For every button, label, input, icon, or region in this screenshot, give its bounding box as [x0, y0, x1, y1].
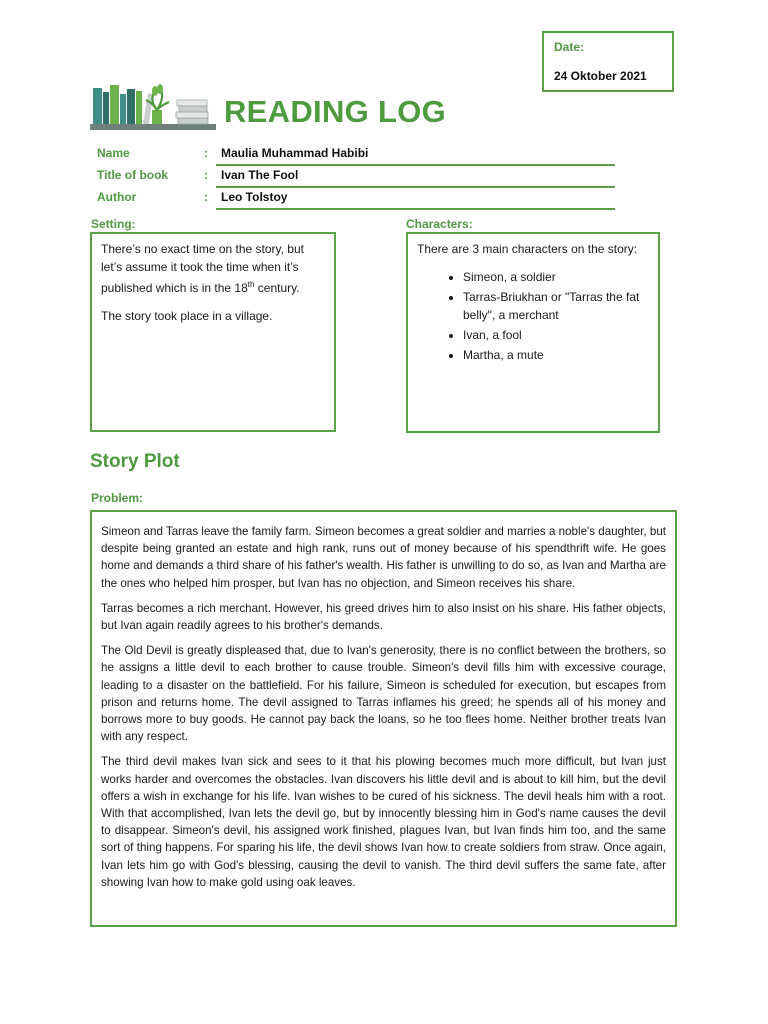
- list-item: • Martha, a mute: [463, 346, 649, 364]
- author-underline: [216, 208, 615, 210]
- date-label: Date:: [554, 40, 585, 54]
- characters-label: Characters:: [406, 217, 473, 231]
- problem-paragraph: The Old Devil is greatly displeased that, due to Ivan's generosity, there is no conflict between the brothers, so he assigns a little devil to each brother to cause trouble. Simeon's devil fills him with excessive courage, leading to a disaster on the battlefield. For his failure, Simeon is scheduled for execution, but escapes from prison and returns home. The devil assigned to Tarras inflames his greed; he spends all of his money and borrows more to buy goods. He cannot pay back the loans, so he too flees home. Neither brother treats Ivan with any respect.: [101, 644, 666, 744]
- list-item: • Simeon, a soldier: [463, 268, 649, 286]
- characters-list: [417, 268, 649, 364]
- name-value: Maulia Muhammad Habibi: [221, 146, 369, 160]
- problem-box: [90, 510, 677, 927]
- problem-paragraph: Simeon and Tarras leave the family farm. Simeon becomes a great soldier and marries a noble's daughter, but despite being granted an estate and high rank, runs out of money because of his spendthrift wife. He goes home and demands a third share of his father's wealth. His father is unwilling to do so, as Ivan and Martha are the ones who helped him prosper, but Ivan has no objection, and Simeon receives his share.: [101, 525, 666, 590]
- problem-paragraph: Tarras becomes a rich merchant. However, his greed drives him to also insist on his share. His father objects, but Ivan again readily agrees to his brother's demands.: [101, 601, 666, 633]
- characters-box: [406, 232, 660, 433]
- setting-box: [90, 232, 336, 432]
- name-underline: [216, 164, 615, 166]
- author-value: Leo Tolstoy: [221, 190, 288, 204]
- problem-paragraph: The third devil makes Ivan sick and sees to it that his plowing becomes much more difficult, but Ivan just works harder and overcomes the obstacles. Ivan discovers his little devil and is about to kill him, but the devil offers a wish in exchange for his life. Ivan wishes to be cured of his sickness. The devil heals him with a root. With that accomplished, Ivan lets the devil go, but by innocently blessing him in God's name causes the devil to disappear. Simeon's devil, his assigned work finished, plagues Ivan, but Ivan finds him too, and the same sort of thing happens. For sparing his life, the devil shows Ivan how to create soldiers from straw. Once again, Ivan lets him go with God's blessing, causing the devil to vanish. The third devil suffers the same fate, after showing Ivan how to make gold using oak leaves.: [101, 755, 666, 889]
- date-box: [542, 31, 674, 92]
- problem-label: Problem:: [91, 491, 144, 505]
- setting-text: There’s no exact time on the story, but let’s assume it took the time when it’s published which is in the 18: [101, 242, 304, 295]
- list-item: • Ivan, a fool: [463, 326, 649, 344]
- setting-superscript: th: [247, 280, 255, 289]
- book-colon: :: [204, 168, 208, 182]
- author-label: Author: [97, 190, 137, 204]
- setting-text-end: century.: [254, 281, 300, 295]
- book-underline: [216, 186, 615, 188]
- book-label: Title of book: [97, 168, 169, 182]
- name-label: Name: [97, 146, 130, 160]
- characters-intro: There are 3 main characters on the story:: [417, 242, 638, 256]
- book-value: Ivan The Fool: [221, 168, 299, 182]
- page-title: READING LOG: [224, 94, 447, 129]
- setting-label: Setting:: [91, 217, 136, 231]
- name-colon: :: [204, 146, 208, 160]
- list-item: • Tarras-Briukhan or "Tarras the fat belly", a merchant: [463, 288, 649, 324]
- author-colon: :: [204, 190, 208, 204]
- bookshelf-icon: [90, 76, 218, 134]
- setting-paragraph-2: The story took place in a village.: [101, 309, 273, 323]
- date-value: 24 Oktober 2021: [554, 69, 647, 83]
- setting-paragraph-1: [101, 240, 325, 297]
- story-plot-heading: Story Plot: [90, 451, 180, 472]
